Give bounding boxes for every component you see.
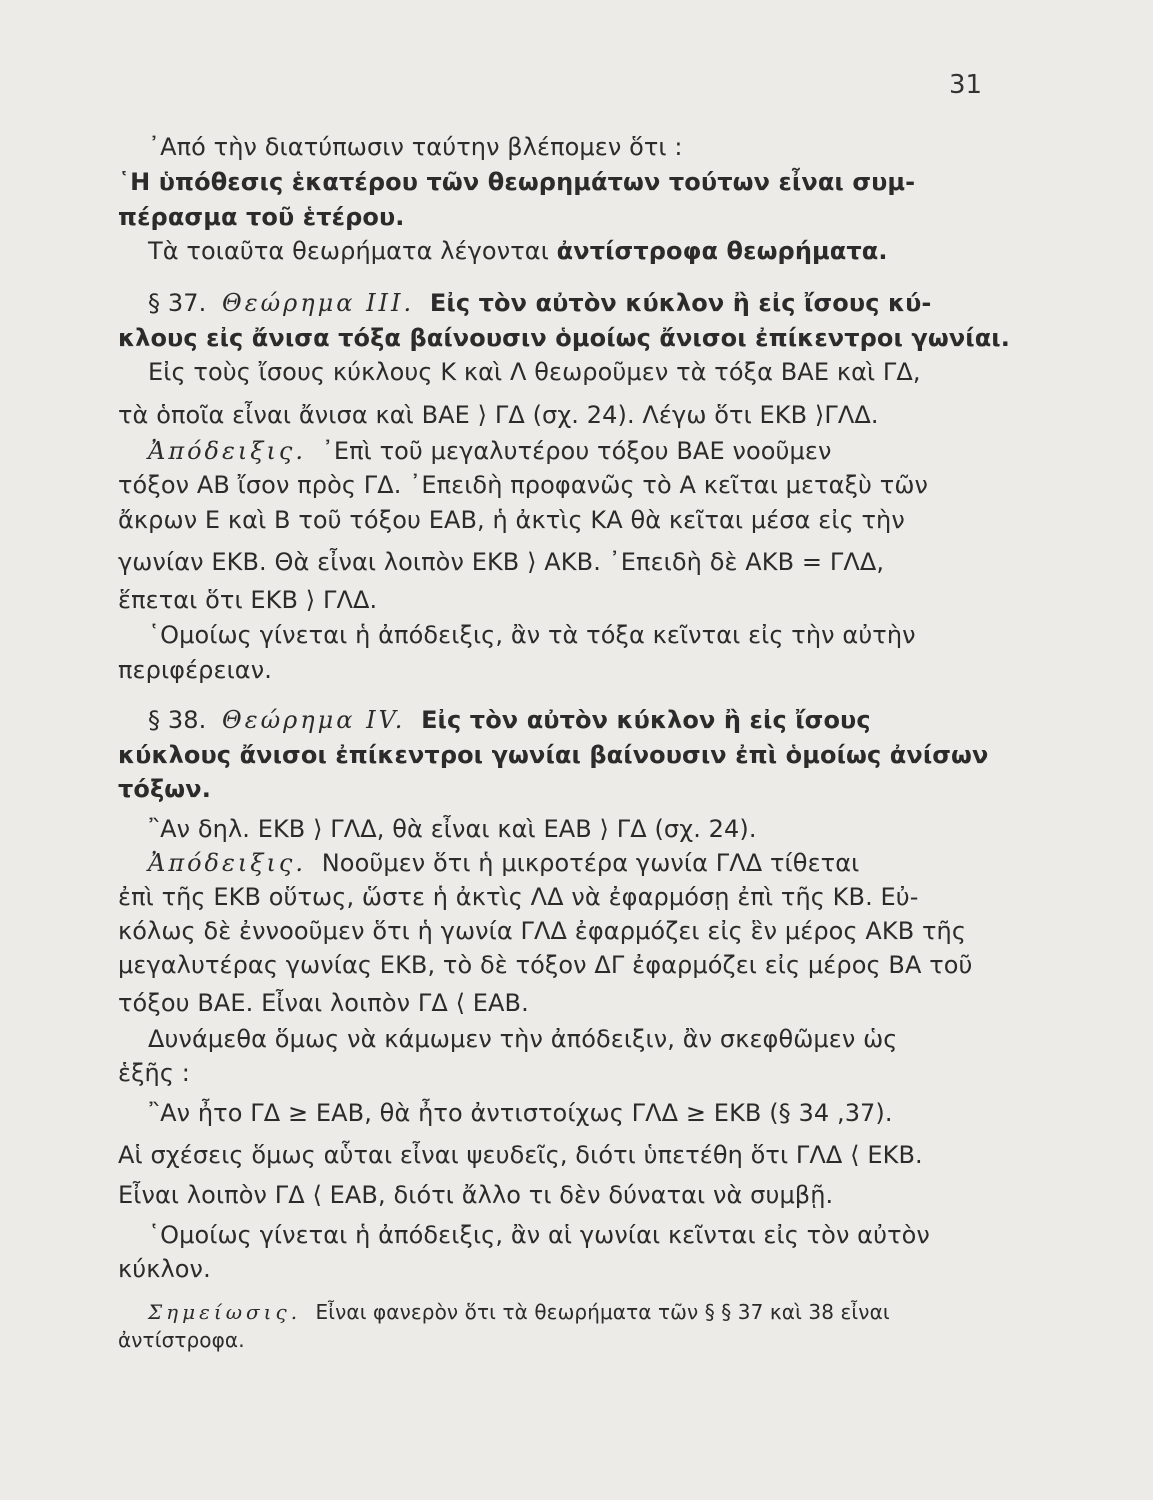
proof-37-text: ᾿Επὶ τοῦ μεγαλυτέρου τόξου ΒΑΕ νοοῦμεν [321, 437, 832, 465]
note-label: Σημείωσις. [148, 1300, 302, 1324]
theorem-38-line-13: Αἱ σχέσεις ὅμως αὗται εἶναι ψευδεῖς, διότι ὑπετέθη ὅτι ΓΛΔ ⟨ ΕΚΒ. [118, 1141, 923, 1169]
theorem-37-line-4: τὰ ὁποῖα εἶναι ἄνισα καὶ ΒΑΕ ⟩ ΓΔ (σχ. 24). Λέγω ὅτι ΕΚΒ ⟩ΓΛΔ. [118, 401, 879, 429]
intro-line-4-text: Τὰ τοιαῦτα θεωρήματα λέγονται [148, 237, 557, 265]
note-line-2: ἀντίστροφα. [118, 1328, 245, 1352]
theorem-38-statement: Εἰς τὸν αὐτὸν κύκλον ἢ εἰς ἴσους [421, 706, 871, 734]
theorem-37-heading [148, 288, 984, 318]
section-37-number: § 37. [148, 289, 207, 317]
theorem-37-proof-line [148, 436, 831, 466]
theorem-37-line-3: Εἰς τοὺς ἴσους κύκλους Κ καὶ Λ θεωροῦμεν τὰ τόξα ΒΑΕ καὶ ΓΔ, [148, 358, 921, 386]
intro-line-4-bold: ἀντίστροφα θεωρήματα. [556, 237, 888, 265]
theorem-38-line-9: τόξου ΒΑΕ. Εἶναι λοιπὸν ΓΔ ⟨ ΕΑΒ. [118, 989, 529, 1017]
theorem-38-heading [148, 705, 984, 735]
theorem-38-line-4: ῍Αν δηλ. ΕΚΒ ⟩ ΓΛΔ, θὰ εἶναι καὶ ΕΑΒ ⟩ ΓΔ (σχ. 24). [148, 815, 757, 843]
theorem-38-statement-line-3: τόξων. [118, 775, 211, 803]
note-text: Εἶναι φανερὸν ὅτι τὰ θεωρήματα τῶν § § 37 καὶ 38 εἶναι [315, 1300, 890, 1324]
proof-label-37: Ἀπόδειξις. [148, 437, 306, 465]
intro-line-1: ᾿Από τὴν διατύπωσιν ταύτην βλέπομεν ὅτι : [148, 133, 683, 161]
proof-38-text: Νοοῦμεν ὅτι ἡ μικροτέρα γωνία ΓΛΔ τίθεται [321, 849, 860, 877]
theorem-37-line-6: τόξον ΑΒ ἴσον πρὸς ΓΔ. ᾿Επειδὴ προφανῶς τὸ Α κεῖται μεταξὺ τῶν [118, 471, 929, 499]
theorem-38-line-11: ἑξῆς : [118, 1059, 190, 1087]
theorem-38-line-12: ῍Αν ἦτο ΓΔ ≥ ΕΑΒ, θὰ ἦτο ἀντιστοίχως ΓΛΔ ≥ ΕΚΒ (§ 34 ,37). [148, 1099, 893, 1127]
page-number: 31 [949, 70, 983, 100]
theorem-37-line-11: περιφέρειαν. [118, 656, 272, 684]
theorem-38-line-7: κόλως δὲ ἐννοοῦμεν ὅτι ἡ γωνία ΓΛΔ ἐφαρμόζει εἰς ἓν μέρος ΑΚΒ τῆς [118, 917, 967, 945]
theorem-38-label: Θεώρημα IV. [222, 706, 406, 734]
theorem-38-statement-line-2: κύκλους ἄνισοι ἐπίκεντροι γωνίαι βαίνουσιν ἐπὶ ὁμοίως ἀνίσων [118, 741, 989, 769]
intro-line-4 [148, 236, 888, 266]
theorem-38-line-8: μεγαλυτέρας γωνίας ΕΚΒ, τὸ δὲ τόξον ΔΓ ἐφαρμόζει εἰς μέρος ΒΑ τοῦ [118, 951, 973, 979]
intro-statement-line-1: ῾Η ὑπόθεσις ἑκατέρου τῶν θεωρημάτων τούτων εἶναι συμ- [118, 168, 916, 196]
theorem-38-line-16: κύκλον. [118, 1255, 211, 1283]
theorem-37-statement: Εἰς τὸν αὐτὸν κύκλον ἢ εἰς ἴσους κύ- [429, 289, 932, 317]
theorem-37-line-8: γωνίαν ΕΚΒ. Θὰ εἶναι λοιπὸν ΕΚΒ ⟩ ΑΚΒ. ᾿Επειδὴ δὲ ΑΚΒ = ΓΛΔ, [118, 548, 885, 576]
theorem-37-statement-line-2: κλους εἰς ἄνισα τόξα βαίνουσιν ὁμοίως ἄνισοι ἐπίκεντροι γωνίαι. [118, 324, 1010, 352]
theorem-38-line-10: Δυνάμεθα ὅμως νὰ κάμωμεν τὴν ἀπόδειξιν, ἂν σκεφθῶμεν ὡς [148, 1025, 898, 1053]
theorem-38-proof-line [148, 848, 859, 878]
theorem-38-line-14: Εἶναι λοιπὸν ΓΔ ⟨ ΕΑΒ, διότι ἄλλο τι δὲν δύναται νὰ συμβῇ. [118, 1181, 834, 1209]
theorem-37-line-7: ἄκρων Ε καὶ Β τοῦ τόξου ΕΑΒ, ἡ ἀκτὶς ΚΑ θὰ κεῖται μέσα εἰς τὴν [118, 506, 905, 534]
theorem-38-line-6: ἐπὶ τῆς ΕΚΒ οὕτως, ὥστε ἡ ἀκτὶς ΛΔ νὰ ἐφαρμόσῃ ἐπὶ τῆς ΚΒ. Εὐ- [118, 883, 919, 911]
note-line-1 [148, 1297, 890, 1327]
theorem-37-line-10: ῾Ομοίως γίνεται ἡ ἀπόδειξις, ἂν τὰ τόξα κεῖνται εἰς τὴν αὐτὴν [148, 621, 916, 649]
proof-label-38: Ἀπόδειξις. [148, 849, 306, 877]
theorem-38-line-15: ῾Ομοίως γίνεται ἡ ἀπόδειξις, ἂν αἱ γωνίαι κεῖνται εἰς τὸν αὐτὸν [148, 1221, 930, 1249]
theorem-37-label: Θεώρημα III. [222, 289, 415, 317]
section-38-number: § 38. [148, 706, 207, 734]
theorem-37-line-9: ἕπεται ὅτι ΕΚΒ ⟩ ΓΛΔ. [118, 586, 378, 614]
intro-statement-line-2: πέρασμα τοῦ ἑτέρου. [118, 203, 405, 231]
